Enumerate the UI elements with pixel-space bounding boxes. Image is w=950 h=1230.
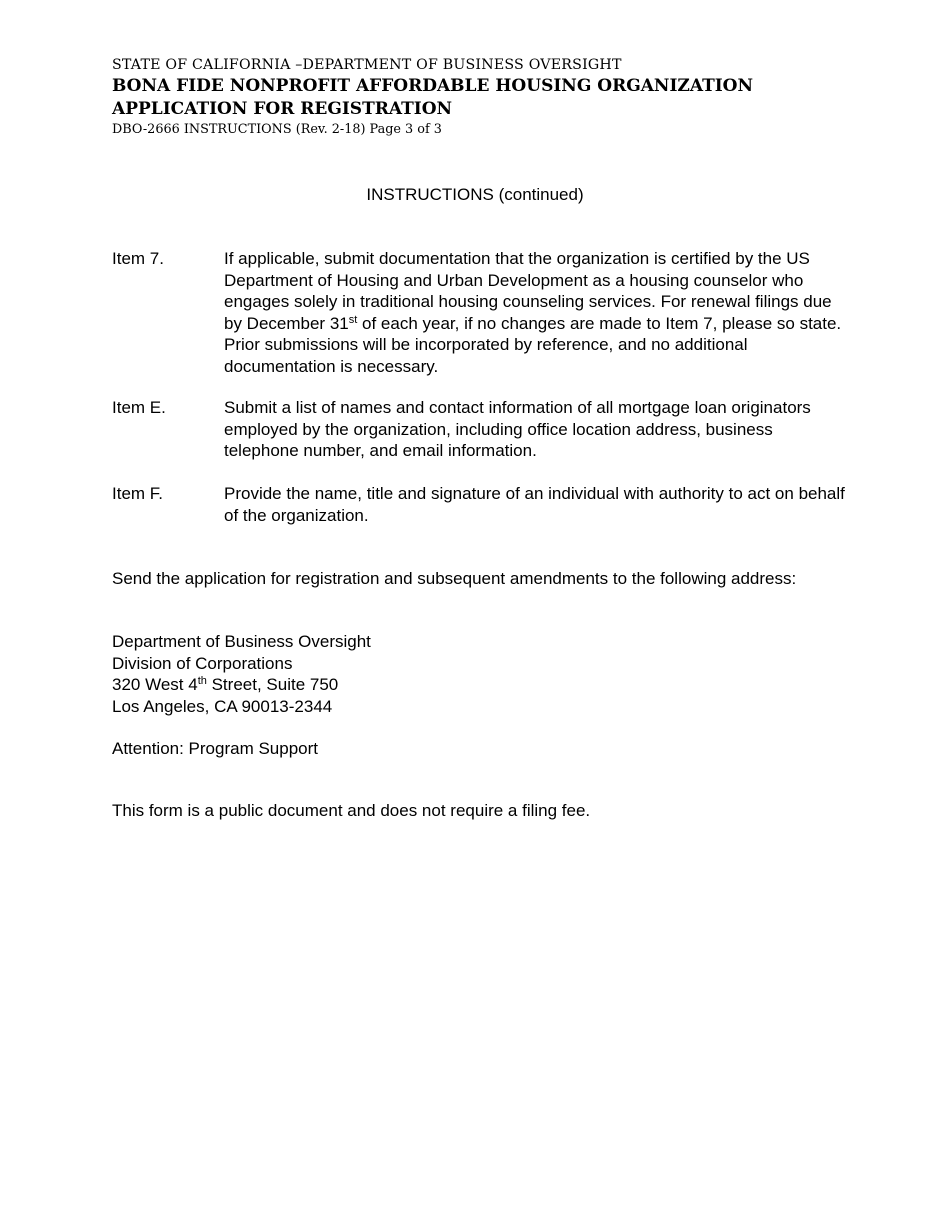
instruction-item-f bbox=[112, 483, 852, 526]
item-text: Submit a list of names and contact information of all mortgage loan originators employed by the organization, including office location address, business telephone number, and email information. bbox=[224, 398, 811, 460]
item-label: Item 7. bbox=[112, 249, 164, 268]
document-header bbox=[112, 56, 872, 139]
send-instruction: Send the application for registration and subsequent amendments to the following address: bbox=[112, 569, 797, 588]
attention-line: Attention: Program Support bbox=[112, 739, 319, 758]
item-text-part: If applicable, submit documentation that the organization is certified by the US Department of Housing and Urban Development as a housing counselor who engages solely in traditional housing counseling services. For renewal filings due by December 31 bbox=[224, 249, 832, 333]
address-line-3 bbox=[112, 674, 832, 696]
street-number: 320 West 4 bbox=[112, 675, 198, 694]
form-number: DBO-2666 INSTRUCTIONS (Rev. 2-18) Page 3 of 3 bbox=[112, 122, 442, 137]
address-line-2: Division of Corporations bbox=[112, 653, 293, 673]
item-text-part: of each year, if no changes are made to Item 7, please so state. Prior submissions will be incorporated by reference, and no additional documentation is necessary. bbox=[224, 313, 842, 376]
address-line-1: Department of Business Oversight bbox=[112, 632, 371, 651]
item-label: Item E. bbox=[112, 398, 166, 417]
item-label: Item F. bbox=[112, 484, 164, 503]
address-line-4: Los Angeles, CA 90013-2344 bbox=[112, 696, 333, 716]
item-text bbox=[224, 248, 850, 377]
ordinal-suffix: st bbox=[348, 313, 358, 326]
ordinal-suffix: th bbox=[197, 675, 207, 687]
form-title-line-1: BONA FIDE NONPROFIT AFFORDABLE HOUSING ORGANIZATION bbox=[112, 76, 754, 96]
mailing-address bbox=[112, 631, 832, 717]
agency-name: STATE OF CALIFORNIA –DEPARTMENT OF BUSINESS OVERSIGHT bbox=[112, 57, 622, 73]
street-rest: Street, Suite 750 bbox=[206, 675, 339, 694]
instruction-item-7 bbox=[112, 248, 852, 377]
item-text: Provide the name, title and signature of an individual with authority to act on behalf of the organization. bbox=[224, 484, 845, 525]
form-title-line-2: APPLICATION FOR REGISTRATION bbox=[112, 99, 453, 119]
section-heading: INSTRUCTIONS (continued) bbox=[366, 185, 584, 204]
instruction-item-e bbox=[112, 397, 852, 462]
public-notice: This form is a public document and does not require a filing fee. bbox=[112, 801, 591, 820]
